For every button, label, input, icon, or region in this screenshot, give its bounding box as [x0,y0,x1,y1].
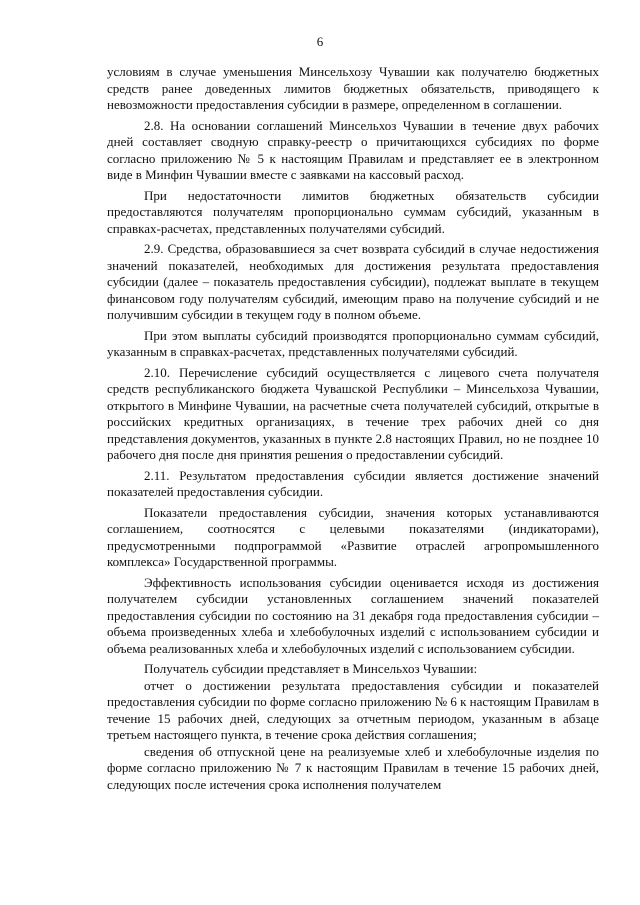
paragraph-report: отчет о достижении результата предоставления субсидии и показателей предоставления субсидии по форме согласно приложению № 6 к настоящим Правилам в течение 15 рабочих дней, следующих за отчетным периодом, указанным в абзаце третьем настоящего пункта, в течение срока действия соглашения; [107,677,599,742]
paragraph-efficiency: Эффективность использования субсидии оценивается исходя из достижения получателем субсидии установленных соглашением значений показателей предоставления субсидии по состоянию на 31 декабря года предоставления субсидии – объема произведенных хлеба и хлебобулочных изделий с использованием субсидии и объема реализованных хлеба и хлебобулочных изделий с использованием субсидии. [107,574,599,656]
paragraph-recipient-submits: Получатель субсидии представляет в Минсельхоз Чувашии: [144,661,478,676]
paragraph-2-8: 2.8. На основании соглашений Минсельхоз Чувашии в течение двух рабочих дней составляет сводную справку-реестр о причитающихся субсидиях по форме согласно приложению № 5 к настоящим Правилам и представляет ее в электронном виде в Минфин Чувашии вместе с заявками на кассовый расход. [107,117,599,182]
paragraph-2-11: 2.11. Результатом предоставления субсидии является достижение значений показателей предоставления субсидии. [107,467,599,499]
paragraph-indicators: Показатели предоставления субсидии, значения которых устанавливаются соглашением, соотносятся с целевыми показателями (индикаторами), предусмотренными подпрограммой «Развитие отраслей агропромышленного комплекса» Государственной программы. [107,504,599,569]
document-body [107,64,599,793]
paragraph-2-10: 2.10. Перечисление субсидий осуществляется с лицевого счета получателя средств республиканского бюджета Чувашской Республики – Минсельхоза Чувашии, открытого в Минфине Чувашии, на расчетные счета получателей субсидий, открытые в российских кредитных организациях, в течение трех рабочих дней со дня представления документов, указанных в пункте 2.8 настоящих Правил, но не позднее 10 рабочего дня после дня принятия решения о предоставлении субсидий. [107,364,599,462]
page-number: 6 [316,34,324,49]
paragraph-insufficient-limits: При недостаточности лимитов бюджетных обязательств субсидии предоставляются получателям пропорционально суммам субсидий, указанным в справках-расчетах, представленных получателями субсидий. [107,187,599,236]
paragraph-continuation: условиям в случае уменьшения Минсельхозу Чувашии как получателю бюджетных средств ранее доведенных лимитов бюджетных обязательств, приводящего к невозможности предоставления субсидии в размере, определенном в соглашении. [107,64,599,112]
paragraph-proportional-payments: При этом выплаты субсидий производятся пропорционально суммам субсидий, указанным в справках-расчетах, представленных получателями субсидий. [107,327,599,359]
paragraph-price-info: сведения об отпускной цене на реализуемые хлеб и хлебобулочные изделия по форме согласно приложению № 7 к настоящим Правилам в течение 15 рабочих дней, следующих после истечения срока исполнения получателем [107,743,599,792]
paragraph-2-9: 2.9. Средства, образовавшиеся за счет возврата субсидий в случае недостижения значений показателей, необходимых для достижения результата предоставления субсидии (далее – показатель предоставления субсидии), подлежат выплате в текущем финансовом году получателям субсидий, имеющим право на получение субсидий и не получившим субсидии в текущем году в полном объеме. [107,241,599,322]
